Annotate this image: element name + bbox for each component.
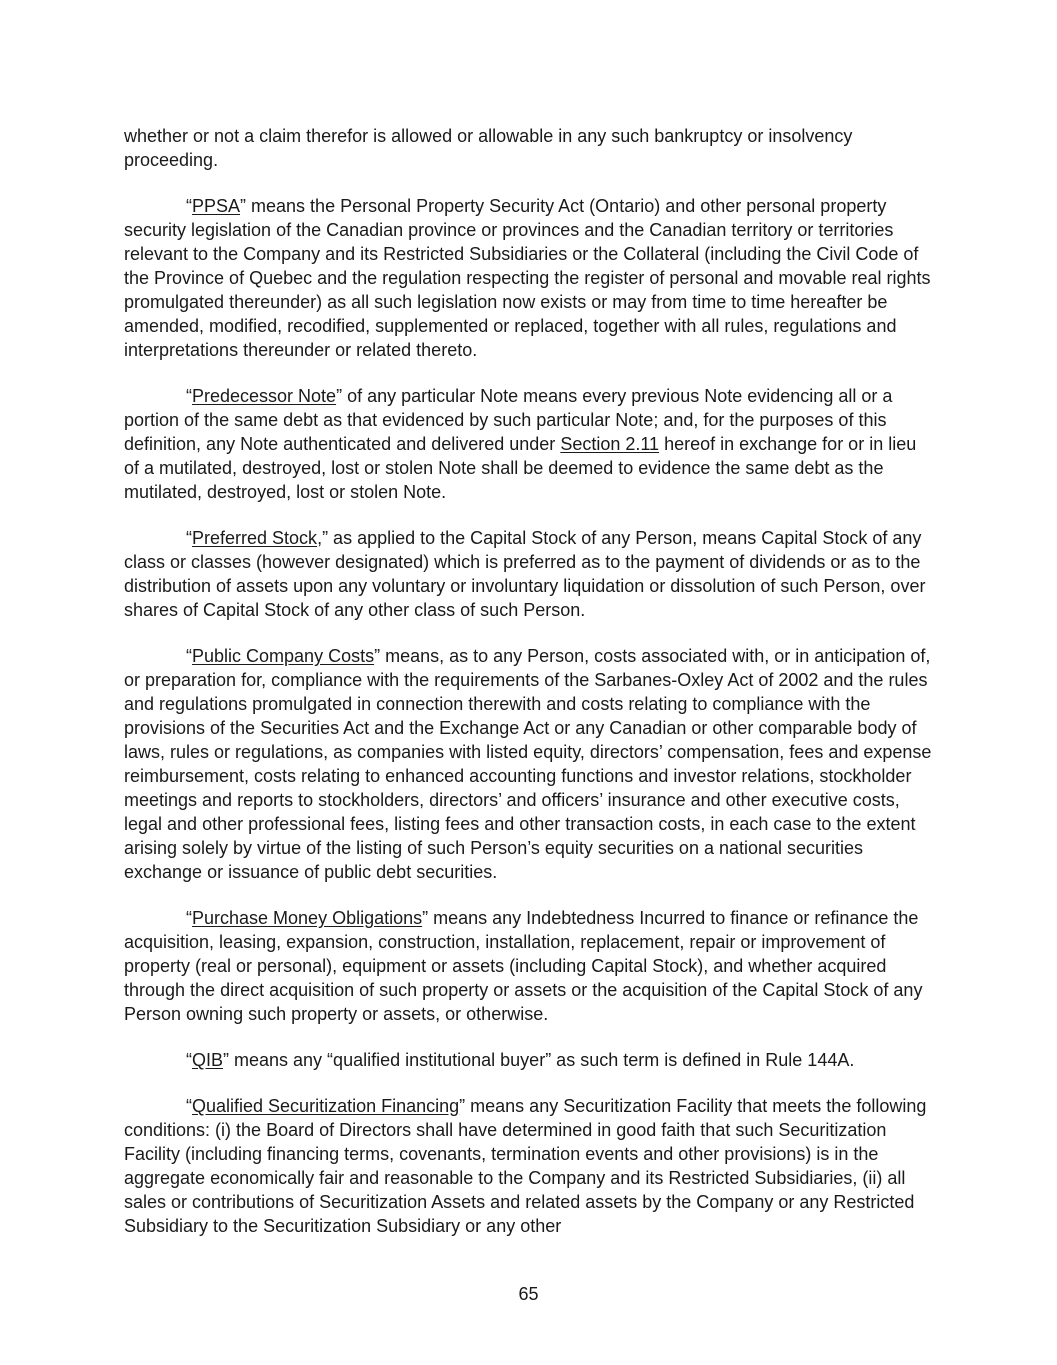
text-run: “ [186, 196, 192, 216]
defined-term: Public Company Costs [192, 646, 375, 666]
section-reference: Section 2.11 [560, 434, 660, 454]
text-run: “ [186, 1096, 192, 1116]
defined-term: Purchase Money Obligations [192, 908, 423, 928]
defined-term: Qualified Securitization Financing [192, 1096, 460, 1116]
text-run: hereof in exchange for or in lieu of a mutilated, destroyed, lost or stolen Note shall be deemed to evidence the same debt as the mutilated, destroyed, lost or stolen Note. [124, 434, 917, 502]
definition-predecessor-note [124, 384, 934, 504]
defined-term: Preferred Stock [192, 528, 318, 548]
text-run: ” means any Securitization Facility that meets the following conditions: (i) the Board of Directors shall have determined in good faith that such Securitization Facility (including financing terms, covenants, termination events and other provisions) is in the aggregate economically fair and reasonable to the Company and its Restricted Subsidiaries, (ii) all sales or contributions of Securitization Assets and related assets by the Company or any Restricted Subsidiary to the Securitization Subsidiary or any other [124, 1096, 927, 1236]
page-number: 65 [518, 1284, 539, 1304]
definition-qualified-securitization-financing [124, 1094, 934, 1238]
paragraph-continuation [124, 124, 934, 172]
text-run: ” means, as to any Person, costs associated with, or in anticipation of, or preparation for, compliance with the requirements of the Sarbanes-Oxley Act of 2002 and the rules and regulations promulgated in connection therewith and costs relating to compliance with the provisions of the Securities Act and the Exchange Act or any Canadian or other comparable body of laws, rules or regulations, as companies with listed equity, directors’ compensation, fees and expense reimbursement, costs relating to enhanced accounting functions and investor relations, stockholder meetings and reports to stockholders, directors’ and officers’ insurance and other executive costs, legal and other professional fees, listing fees and other transaction costs, in each case to the extent arising solely by virtue of the listing of such Person’s equity securities on a national securities exchange or issuance of public debt securities. [124, 646, 932, 882]
text-run: ” means any “qualified institutional buyer” as such term is defined in Rule 144A. [223, 1050, 855, 1070]
document-page [124, 124, 934, 1260]
text-run: “ [186, 908, 192, 928]
text-run: ,” as applied to the Capital Stock of any Person, means Capital Stock of any class or classes (however designated) which is preferred as to the payment of dividends or as to the distribution of assets upon any voluntary or involuntary liquidation or dissolution of such Person, over shares of Capital Stock of any other class of such Person. [124, 528, 926, 620]
definition-preferred-stock [124, 526, 934, 622]
definition-public-company-costs [124, 644, 934, 884]
text-run: ” means the Personal Property Security Act (Ontario) and other personal property security legislation of the Canadian province or provinces and the Canadian territory or territories relevant to the Company and its Restricted Subsidiaries or the Collateral (including the Civil Code of the Province of Quebec and the regulation respecting the register of personal and movable real rights promulgated thereunder) as all such legislation now exists or may from time to time hereafter be amended, modified, recodified, supplemented or replaced, together with all rules, regulations and interpretations thereunder or related thereto. [124, 196, 931, 360]
text-run: “ [186, 386, 192, 406]
text-run: “ [186, 528, 192, 548]
defined-term: QIB [192, 1050, 224, 1070]
text-run: ” of any particular Note means every previous Note evidencing all or a portion of the same debt as that evidenced by such particular Note; and, for the purposes of this definition, any Note authenticated and delivered under [124, 386, 893, 454]
text-run: ” means any Indebtedness Incurred to finance or refinance the acquisition, leasing, expansion, construction, installation, replacement, repair or improvement of property (real or personal), equipment or assets (including Capital Stock), and whether acquired through the direct acquisition of such property or assets or the acquisition of the Capital Stock of any Person owning such property or assets, or otherwise. [124, 908, 923, 1024]
definition-purchase-money-obligations [124, 906, 934, 1026]
definition-ppsa [124, 194, 934, 362]
defined-term: PPSA [192, 196, 241, 216]
definition-qib [124, 1048, 934, 1072]
defined-term: Predecessor Note [192, 386, 337, 406]
text-run: “ [186, 646, 192, 666]
text-run: “ [186, 1050, 192, 1070]
text-run: whether or not a claim therefor is allowed or allowable in any such bankruptcy or insolvency proceeding. [124, 126, 853, 170]
